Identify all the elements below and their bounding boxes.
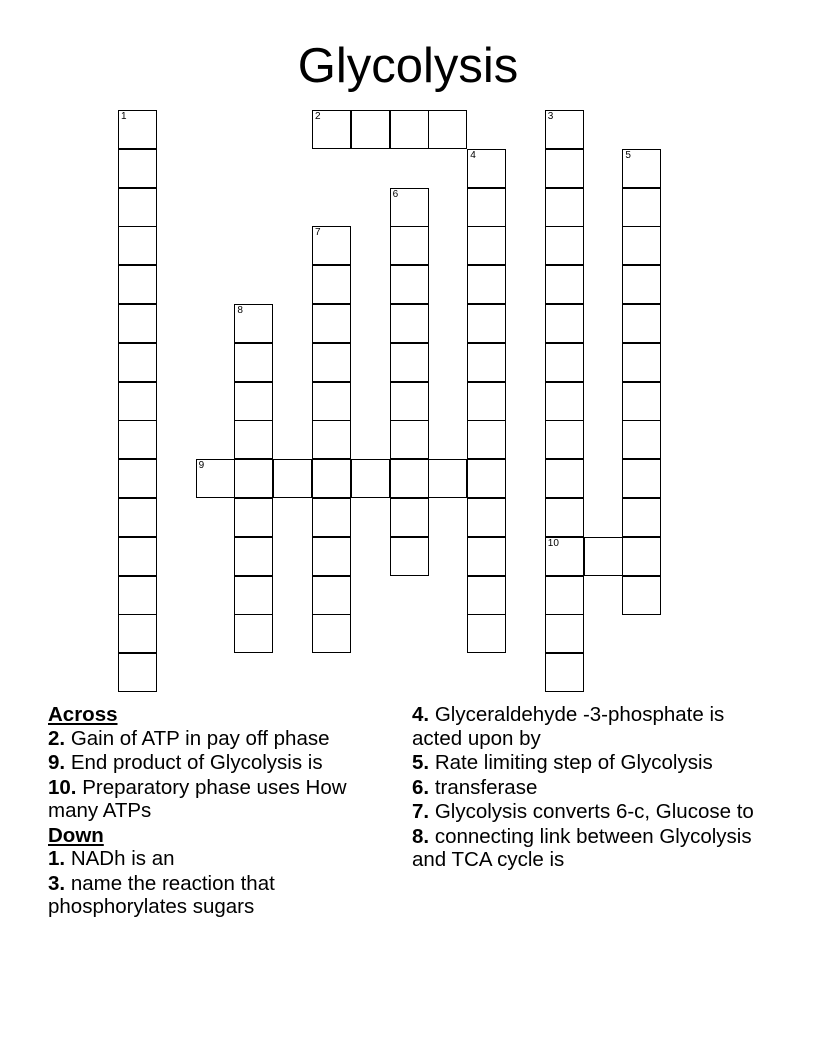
clue-text: Rate limiting step of Glycolysis — [434, 751, 713, 774]
cell-number: 9 — [198, 460, 205, 472]
grid-cell[interactable] — [622, 498, 661, 537]
grid-cell[interactable] — [545, 498, 584, 537]
grid-cell[interactable] — [118, 304, 157, 343]
clue-number: 1. — [48, 847, 66, 870]
grid-cell[interactable] — [545, 382, 584, 421]
grid-cell[interactable] — [390, 265, 429, 304]
grid-cell[interactable] — [196, 459, 235, 498]
grid-cell[interactable] — [622, 382, 661, 421]
grid-cell[interactable] — [118, 498, 157, 537]
grid-cell[interactable] — [312, 265, 351, 304]
grid-cell[interactable] — [118, 576, 157, 615]
cell-number: 6 — [392, 188, 399, 200]
grid-cell[interactable] — [390, 420, 429, 459]
grid-cell[interactable] — [234, 614, 273, 653]
grid-cell[interactable] — [118, 537, 157, 576]
grid-cell[interactable] — [467, 498, 506, 537]
grid-cell[interactable] — [545, 576, 584, 615]
clue-text: Preparatory phase uses How many ATPs — [48, 775, 347, 822]
clue-number: 4. — [412, 703, 430, 726]
clue-across-2 — [48, 727, 393, 751]
clue-text: Glyceraldehyde -3-phosphate is acted upon by — [412, 703, 725, 750]
clues-left-column — [48, 703, 393, 920]
grid-cell[interactable] — [390, 382, 429, 421]
grid-cell[interactable] — [234, 576, 273, 615]
grid-cell[interactable] — [622, 149, 661, 188]
grid-cell[interactable] — [467, 537, 506, 576]
down-heading: Down — [48, 823, 104, 847]
grid-cell[interactable] — [545, 226, 584, 265]
grid-cell[interactable] — [312, 226, 351, 265]
grid-cell[interactable] — [622, 188, 661, 227]
clue-number: 6. — [412, 775, 430, 799]
clue-down-5 — [412, 751, 772, 775]
clue-down-8 — [412, 825, 772, 872]
grid-cell[interactable] — [390, 537, 429, 576]
clue-number: 9. — [48, 751, 66, 774]
down-clue-list-left — [48, 847, 393, 919]
clue-down-1 — [48, 847, 393, 871]
grid-cell[interactable] — [312, 343, 351, 382]
grid-cell[interactable] — [622, 304, 661, 343]
grid-cell[interactable] — [467, 149, 506, 188]
grid-cell[interactable] — [622, 420, 661, 459]
grid-cell[interactable] — [545, 304, 584, 343]
clue-number: 8. — [412, 824, 430, 848]
grid-cell[interactable] — [467, 226, 506, 265]
clue-text: NADh is an — [70, 847, 175, 870]
clue-down-6 — [412, 776, 772, 800]
clue-text: transferase — [434, 775, 538, 799]
grid-cell[interactable] — [351, 110, 390, 149]
grid-cell[interactable] — [118, 343, 157, 382]
cell-number: 8 — [237, 305, 243, 316]
grid-cell[interactable] — [545, 614, 584, 653]
cell-number: 3 — [547, 111, 554, 122]
grid-cell[interactable] — [234, 382, 273, 421]
grid-cell[interactable] — [390, 459, 429, 498]
grid-cell[interactable] — [234, 498, 273, 537]
cell-number: 4 — [470, 149, 476, 161]
grid-cell[interactable] — [545, 149, 584, 188]
grid-cell[interactable] — [390, 498, 429, 537]
grid-cell[interactable] — [622, 576, 661, 615]
grid-cell[interactable] — [118, 420, 157, 459]
grid-cell[interactable] — [390, 110, 429, 149]
clue-text: Gain of ATP in pay off phase — [70, 726, 330, 750]
clue-down-4 — [412, 703, 772, 750]
grid-cell[interactable] — [622, 459, 661, 498]
grid-cell[interactable] — [390, 226, 429, 265]
cell-number: 10 — [547, 537, 559, 549]
grid-cell[interactable] — [467, 420, 506, 459]
grid-cell[interactable] — [545, 653, 584, 692]
grid-cell[interactable] — [234, 459, 273, 498]
grid-cell[interactable] — [622, 343, 661, 382]
grid-cell[interactable] — [312, 614, 351, 653]
grid-cell[interactable] — [312, 110, 351, 149]
grid-cell[interactable] — [467, 576, 506, 615]
across-heading: Across — [48, 703, 118, 726]
grid-cell[interactable] — [467, 382, 506, 421]
grid-cell[interactable] — [390, 304, 429, 343]
grid-cell[interactable] — [622, 226, 661, 265]
grid-cell[interactable] — [273, 459, 312, 498]
cell-number: 1 — [121, 111, 127, 122]
grid-cell[interactable] — [312, 537, 351, 576]
grid-cell[interactable] — [234, 343, 273, 382]
grid-cell[interactable] — [428, 459, 467, 498]
clue-across-9 — [48, 751, 393, 775]
clue-text: connecting link between Glycolysis and TCA cycle is — [412, 824, 752, 871]
grid-cell[interactable] — [467, 304, 506, 343]
clue-number: 10. — [48, 775, 77, 799]
grid-cell[interactable] — [312, 420, 351, 459]
cell-number: 5 — [625, 149, 631, 161]
across-clue-list — [48, 727, 393, 823]
clue-text: name the reaction that phosphorylates sugars — [48, 871, 275, 918]
grid-cell[interactable] — [545, 420, 584, 459]
grid-cell[interactable] — [584, 537, 623, 576]
grid-cell[interactable] — [545, 343, 584, 382]
clue-number: 7. — [412, 800, 430, 823]
clue-text: Glycolysis converts 6-c, Glucose to — [434, 800, 754, 823]
grid-cell[interactable] — [312, 382, 351, 421]
clues-right-column — [412, 703, 772, 873]
grid-cell[interactable] — [118, 382, 157, 421]
grid-cell[interactable] — [467, 614, 506, 653]
grid-cell[interactable] — [467, 265, 506, 304]
grid-cell[interactable] — [545, 459, 584, 498]
clue-down-7 — [412, 800, 772, 824]
grid-cell[interactable] — [118, 110, 157, 149]
clue-number: 3. — [48, 871, 66, 895]
grid-cell[interactable] — [622, 265, 661, 304]
grid-cell[interactable] — [118, 226, 157, 265]
cell-number: 2 — [315, 111, 321, 122]
grid-cell[interactable] — [118, 614, 157, 653]
grid-cell[interactable] — [234, 537, 273, 576]
grid-cell[interactable] — [545, 110, 584, 149]
grid-cell[interactable] — [390, 188, 429, 227]
grid-cell[interactable] — [118, 188, 157, 227]
grid-cell[interactable] — [467, 459, 506, 498]
grid-cell[interactable] — [118, 265, 157, 304]
grid-cell[interactable] — [428, 110, 467, 149]
grid-cell[interactable] — [545, 537, 584, 576]
clue-number: 5. — [412, 751, 430, 774]
clue-text: End product of Glycolysis is — [70, 751, 323, 774]
grid-cell[interactable] — [622, 537, 661, 576]
grid-cell[interactable] — [312, 498, 351, 537]
page-title: Glycolysis — [297, 39, 519, 93]
grid-cell[interactable] — [118, 653, 157, 692]
grid-cell[interactable] — [234, 420, 273, 459]
cell-number: 7 — [315, 227, 321, 239]
grid-cell[interactable] — [545, 188, 584, 227]
grid-cell[interactable] — [312, 459, 351, 498]
grid-cell[interactable] — [118, 459, 157, 498]
grid-cell[interactable] — [545, 265, 584, 304]
grid-cell[interactable] — [351, 459, 390, 498]
grid-cell[interactable] — [312, 304, 351, 343]
grid-cell[interactable] — [312, 576, 351, 615]
clue-across-10 — [48, 776, 393, 823]
grid-cell[interactable] — [467, 343, 506, 382]
grid-cell[interactable] — [234, 304, 273, 343]
clue-down-3 — [48, 872, 393, 919]
grid-cell[interactable] — [467, 188, 506, 227]
grid-cell[interactable] — [390, 343, 429, 382]
clue-number: 2. — [48, 726, 66, 750]
grid-cell[interactable] — [118, 149, 157, 188]
